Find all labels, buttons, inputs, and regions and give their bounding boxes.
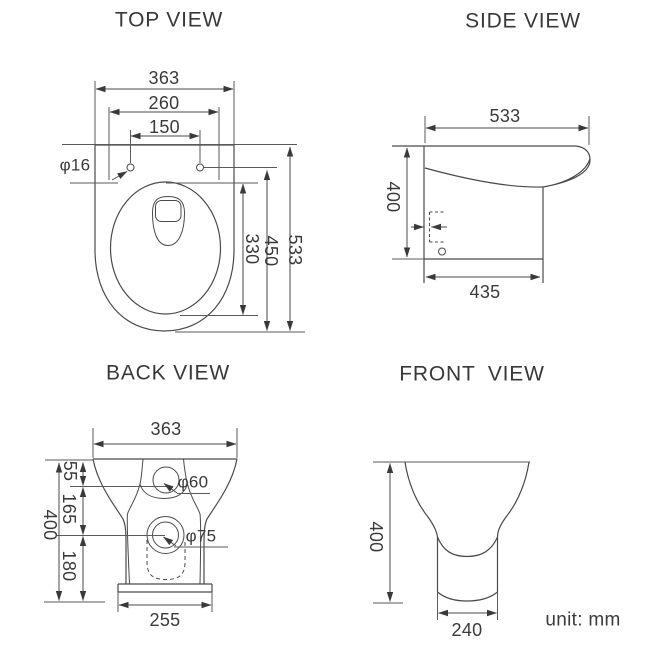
back-dim-inlet-to-outlet: 165 xyxy=(59,493,79,525)
front-view-linework xyxy=(373,462,530,620)
back-view-title: BACK VIEW xyxy=(106,361,230,385)
back-dim-height: 400 xyxy=(40,509,60,541)
side-fixing-hole xyxy=(439,248,446,255)
top-dim-hole-spacing: 150 xyxy=(149,117,180,137)
back-base xyxy=(118,584,212,592)
top-spud-inner xyxy=(156,201,182,222)
unit-note: unit: mm xyxy=(545,609,621,631)
top-bowl-outline xyxy=(95,145,234,331)
back-inlet-hole xyxy=(153,467,179,493)
top-dim-overall-depth: 533 xyxy=(285,234,305,266)
side-rim-underside xyxy=(425,168,543,187)
top-view-linework xyxy=(59,81,305,332)
top-dim-tank-width: 260 xyxy=(148,93,180,113)
top-dim-hole-diameter: φ16 xyxy=(59,155,91,175)
top-dim-inner-length: 330 xyxy=(242,233,262,265)
top-seat-opening xyxy=(111,182,221,314)
top-seat-hole-right xyxy=(197,164,204,171)
front-dim-height: 400 xyxy=(366,521,386,553)
back-trap-dashed xyxy=(147,540,185,580)
back-dim-outlet-diameter: φ75 xyxy=(185,526,217,546)
top-dim-overall-width: 363 xyxy=(148,68,180,88)
side-view-linework xyxy=(392,116,590,283)
front-dim-base-width: 240 xyxy=(451,620,483,640)
back-dim-inlet-diameter: φ60 xyxy=(177,472,209,492)
back-body-outline xyxy=(93,459,237,584)
front-view-title: FRONT VIEW xyxy=(399,362,545,386)
top-view-title: TOP VIEW xyxy=(114,8,224,32)
top-seat-hole-left xyxy=(127,164,134,171)
top-dim-bowl-length: 450 xyxy=(261,235,281,267)
side-body-outline xyxy=(392,146,590,283)
front-body-outline xyxy=(405,462,529,601)
side-dim-base-depth: 435 xyxy=(469,282,501,302)
back-dim-overall-width: 363 xyxy=(150,419,182,439)
side-dim-height: 400 xyxy=(383,181,403,213)
side-dim-overall-depth: 533 xyxy=(489,106,521,126)
back-dim-inlet-drop: 55 xyxy=(60,460,80,482)
back-dim-base-width: 255 xyxy=(149,610,181,630)
side-view-title: SIDE VIEW xyxy=(465,9,581,33)
back-dim-outlet-height: 180 xyxy=(59,550,79,582)
